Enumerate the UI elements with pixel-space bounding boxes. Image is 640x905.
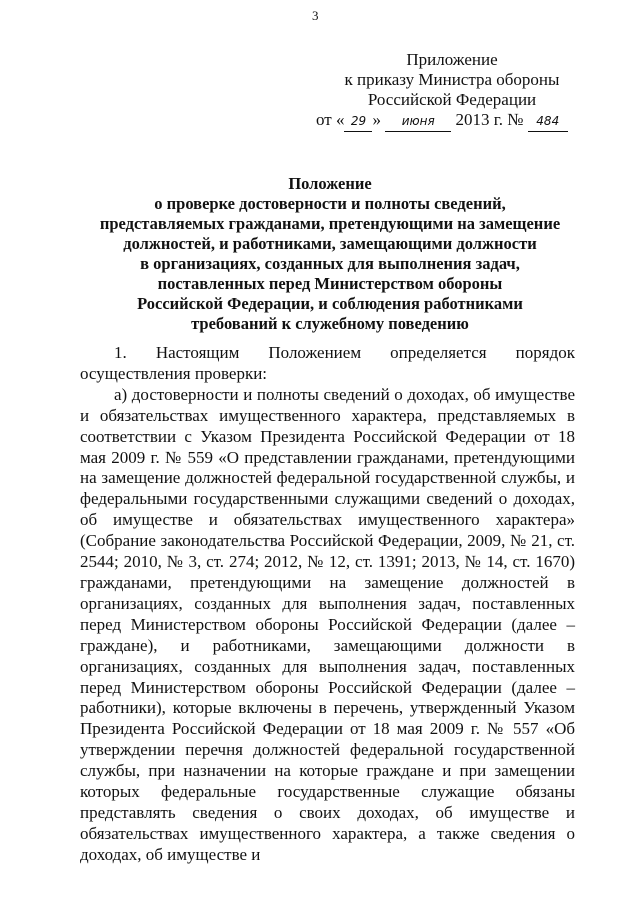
- appendix-label: Приложение: [406, 50, 498, 69]
- document-body: [80, 343, 575, 866]
- title-line: Положение: [288, 174, 372, 193]
- title-line: представляемых гражданами, претендующими на замещение: [99, 214, 561, 233]
- title-line: поставленных перед Министерством обороны: [157, 274, 503, 293]
- order-month: июня: [385, 111, 451, 132]
- order-year: 2013 г. №: [455, 110, 524, 129]
- date-separator: »: [372, 110, 381, 129]
- title-line: требований к служебному поведению: [191, 314, 469, 333]
- order-day: 29: [344, 111, 372, 132]
- appendix-header: [312, 50, 592, 132]
- appendix-order-ref: к приказу Министра обороны: [344, 70, 560, 89]
- document-title: [80, 174, 580, 334]
- title-line: о проверке достоверности и полноты сведений,: [154, 194, 506, 213]
- order-date-line: [316, 110, 592, 132]
- title-line: Российской Федерации, и соблюдения работниками: [137, 294, 523, 313]
- paragraph-1: 1. Настоящим Положением определяется порядок осуществления проверки:: [80, 343, 575, 383]
- title-line: в организациях, созданных для выполнения задач,: [140, 254, 520, 273]
- order-number: 484: [528, 111, 568, 132]
- appendix-country: Российской Федерации: [367, 90, 537, 109]
- date-prefix: от «: [316, 110, 345, 129]
- title-line: должностей, и работниками, замещающими должности: [123, 234, 537, 253]
- page-number: 3: [312, 8, 319, 23]
- paragraph-2: а) достоверности и полноты сведений о доходах, об имуществе и обязательствах имущественного характера, представляемых в соответствии с Указом Президента Российской Федерации от 18 мая 2009 г. № 559 «О представлении гражданами, претендующими на замещение должностей федеральной государственной службы, и федеральными государственными служащими сведений о доходах, об имуществе и обязательствах имущественного характера» (Собрание законодательства Российской Федерации, 2009, № 21, ст. 2544; 2010, № 3, ст. 274; 2012, № 12, ст. 1391; 2013, № 14, ст. 1670) гражданами, претендующими на замещение должностей в организациях, созданных для выполнения задач, поставленных перед Министерством обороны Российской Федерации (далее – граждане), и работниками, замещающими должности в организациях, созданных для выполнения задач, поставленных перед Министерством обороны Российской Федерации (далее – работники), которые включены в перечень, утвержденный Указом Президента Российской Федерации от 18 мая 2009 г. № 557 «Об утверждении перечня должностей федеральной государственной службы, при назначении на которые граждане и при замещении которых федеральные государственные служащие обязаны представлять сведения о своих доходах, об имуществе и обязательствах имущественного характера, а также сведения о доходах, об имуществе и: [80, 384, 575, 864]
